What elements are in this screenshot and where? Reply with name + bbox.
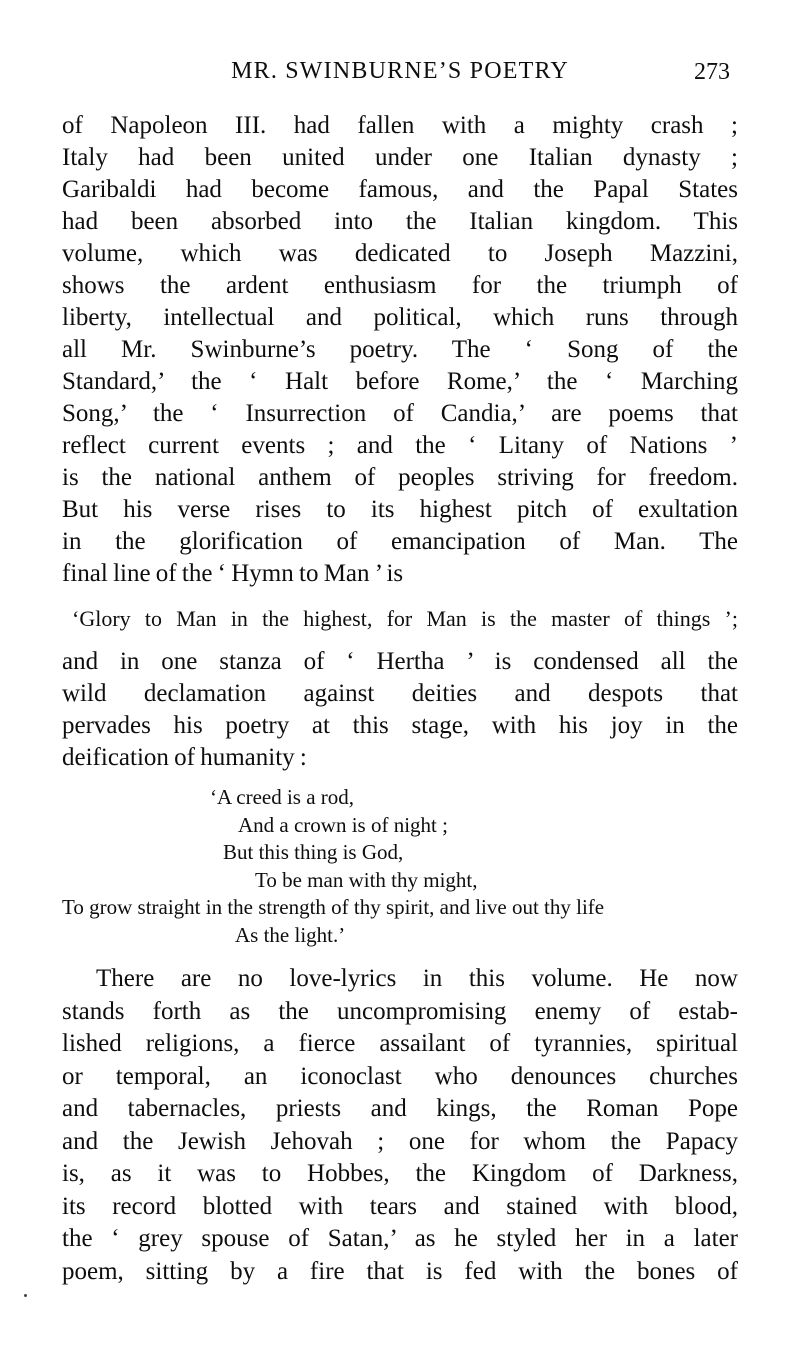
- poem-line: ‘A creed is a rod,: [210, 785, 355, 809]
- text-line: volume, which was dedicated to Joseph Mazzini,: [62, 240, 738, 267]
- poem-line: But this thing is God,: [223, 840, 404, 864]
- text-line: lished religions, a fierce assailant of tyrannies, spiritual: [62, 1030, 738, 1057]
- text-line: poem, sitting by a fire that is fed with the bones of: [62, 1257, 738, 1285]
- text-line: and the Jewish Jehovah ; one for whom the Papacy: [62, 1127, 738, 1155]
- page-number: 273: [694, 59, 730, 85]
- text-line: the ‘ grey spouse of Satan,’ as he styled her in a later: [62, 1225, 738, 1252]
- text-line: or temporal, an iconoclast who denounces churches: [62, 1062, 738, 1090]
- block-quote-line: ‘Glory to Man in the highest, for Man is the master of things ’;: [72, 606, 738, 631]
- text-line: had been absorbed into the Italian kingdom. This: [62, 208, 738, 235]
- text-line: deification of humanity :: [62, 744, 307, 771]
- paragraph-1: [62, 110, 738, 590]
- text-line: pervades his poetry at this stage, with his joy in the: [62, 712, 738, 739]
- text-line: But his verse rises to its highest pitch of exultation: [62, 496, 738, 523]
- poem-line: To grow straight in the strength of thy spirit, and live out thy life: [62, 895, 605, 919]
- text-line: stands forth as the uncompromising enemy of estab-: [62, 997, 738, 1025]
- text-line: There are no love-lyrics in this volume. He now: [96, 965, 738, 992]
- text-line: shows the ardent enthusiasm for the triumph of: [62, 272, 738, 299]
- text-line: is the national anthem of peoples striving for freedom.: [62, 464, 738, 491]
- page-title: MR. SWINBURNE’S POETRY: [231, 58, 569, 84]
- paragraph-3: [62, 963, 738, 1288]
- poem-line: As the light.’: [235, 922, 346, 947]
- poem-line: To be man with thy might,: [255, 867, 478, 892]
- text-line: liberty, intellectual and political, which runs through: [62, 304, 738, 331]
- running-header: [62, 56, 738, 88]
- text-line: its record blotted with tears and stained with blood,: [62, 1192, 738, 1220]
- poem-line: And a crown is of night ;: [238, 812, 448, 837]
- text-line: of Napoleon III. had fallen with a mighty crash ;: [62, 112, 738, 139]
- text-line: Standard,’ the ‘ Halt before Rome,’ the ‘ Marching: [62, 368, 738, 395]
- text-line: and tabernacles, priests and kings, the Roman Pope: [62, 1095, 738, 1122]
- text-line: Song,’ the ‘ Insurrection of Candia,’ are poems that: [62, 400, 738, 427]
- body-text: [62, 110, 738, 1288]
- text-line: and in one stanza of ‘ Hertha ’ is condensed all the: [62, 648, 738, 675]
- paragraph-2: [62, 646, 738, 774]
- text-line: in the glorification of emancipation of Man. The: [62, 528, 738, 555]
- text-line: is, as it was to Hobbes, the Kingdom of Darkness,: [62, 1160, 738, 1187]
- text-line: final line of the ‘ Hymn to Man ’ is: [62, 560, 404, 587]
- scan-speck: [24, 1294, 27, 1297]
- text-line: wild declamation against deities and despots that: [62, 680, 738, 707]
- text-line: reflect current events ; and the ‘ Litany of Nations ’: [62, 432, 738, 459]
- text-line: all Mr. Swinburne’s poetry. The ‘ Song of the: [62, 336, 738, 363]
- text-line: Italy had been united under one Italian dynasty ;: [62, 144, 738, 171]
- text-line: Garibaldi had become famous, and the Papal States: [62, 176, 738, 203]
- poem-stanza: [62, 784, 738, 949]
